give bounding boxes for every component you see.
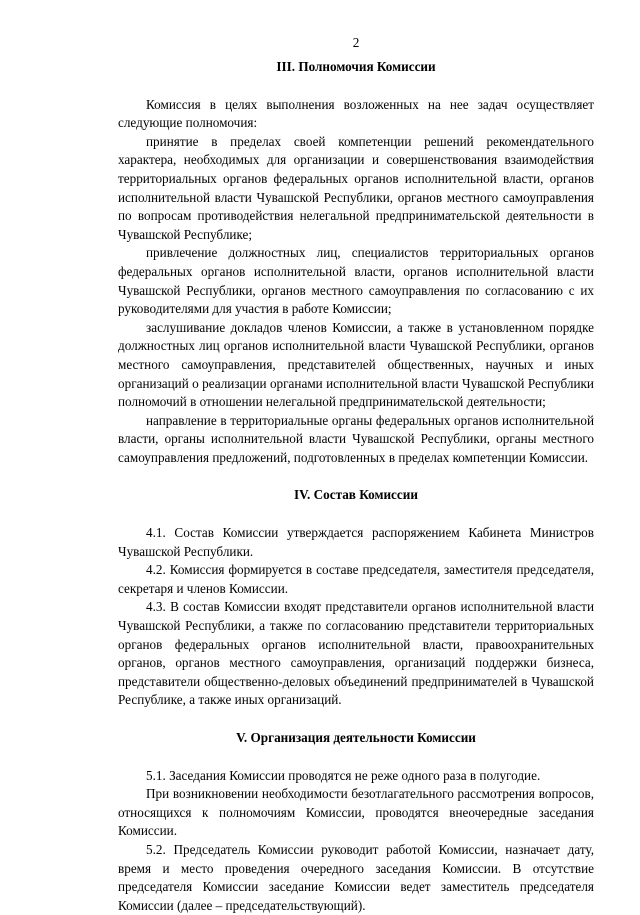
section-title-organization: V. Организация деятельности Комиссии bbox=[236, 730, 476, 745]
paragraph: привлечение должностных лиц, специалистов территориальных органов федеральных органов исполнительной власти, органов исполнительной власти Чувашской Республики, органов местного самоуправления по согласованию с их руководителями для участия в работе Комиссии; bbox=[118, 245, 594, 317]
paragraph: 4.2. Комиссия формируется в составе председателя, заместителя председателя, секретаря и членов Комиссии. bbox=[118, 562, 594, 596]
section-title-powers: III. Полномочия Комиссии bbox=[276, 59, 436, 74]
page-number: 2 bbox=[352, 35, 360, 50]
paragraph: 5.2. Председатель Комиссии руководит работой Комиссии, назначает дату, время и место проведения очередного заседания Комиссии. В отсутствие председателя Комиссии заседание Комиссии ведет заместитель председателя Комиссии (далее – председательствующий). bbox=[118, 841, 594, 913]
paragraph: 5.1. Заседания Комиссии проводятся не реже одного раза в полугодие. bbox=[146, 767, 541, 783]
paragraph: При возникновении необходимости безотлагательного рассмотрения вопросов, относящихся к полномочиям Комиссии, проводятся внеочередные заседания Комиссии. bbox=[118, 786, 594, 839]
paragraph: заслушивание докладов членов Комиссии, а также в установленном порядке должностных лиц органов исполнительной власти Чувашской Республики, органов местного самоуправления, представителей общественных, научных и иных организаций о реализации органами исполнительной власти Чувашской Республики полномочий в отношении нелегальной предпринимательской деятельности; bbox=[118, 319, 594, 410]
paragraph: принятие в пределах своей компетенции решений рекомендательного характера, необходимых для организации и совершенствования взаимодействия территориальных органов федеральных органов исполнительной власти, органов исполнительной власти Чувашской Республики, органов местного самоуправления по вопросам противодействия нелегальной предпринимательской деятельности в Чувашской Республике; bbox=[118, 133, 594, 242]
paragraph: 4.1. Состав Комиссии утверждается распоряжением Кабинета Министров Чувашской Республики. bbox=[118, 525, 594, 559]
paragraph: направление в территориальные органы федеральных органов исполнительной власти, органы исполнительной власти Чувашской Республики, органы местного самоуправления предложений, подготовленных в пределах компетенции Комиссии. bbox=[118, 412, 594, 465]
paragraph: Комиссия в целях выполнения возложенных на нее задач осуществляет следующие полномочия: bbox=[118, 96, 594, 131]
document-page bbox=[118, 34, 594, 915]
section-title-composition: IV. Состав Комиссии bbox=[294, 487, 418, 503]
paragraph: 4.3. В состав Комиссии входят представители органов исполнительной власти Чувашской Республики, а также по согласованию представители территориальных органов федеральных органов исполнительной власти, правоохранительных органов, органов местного самоуправления, организаций поддержки бизнеса, представители общественно-деловых объединений предпринимателей в Чувашской Республике, а также иных организаций. bbox=[118, 599, 594, 708]
